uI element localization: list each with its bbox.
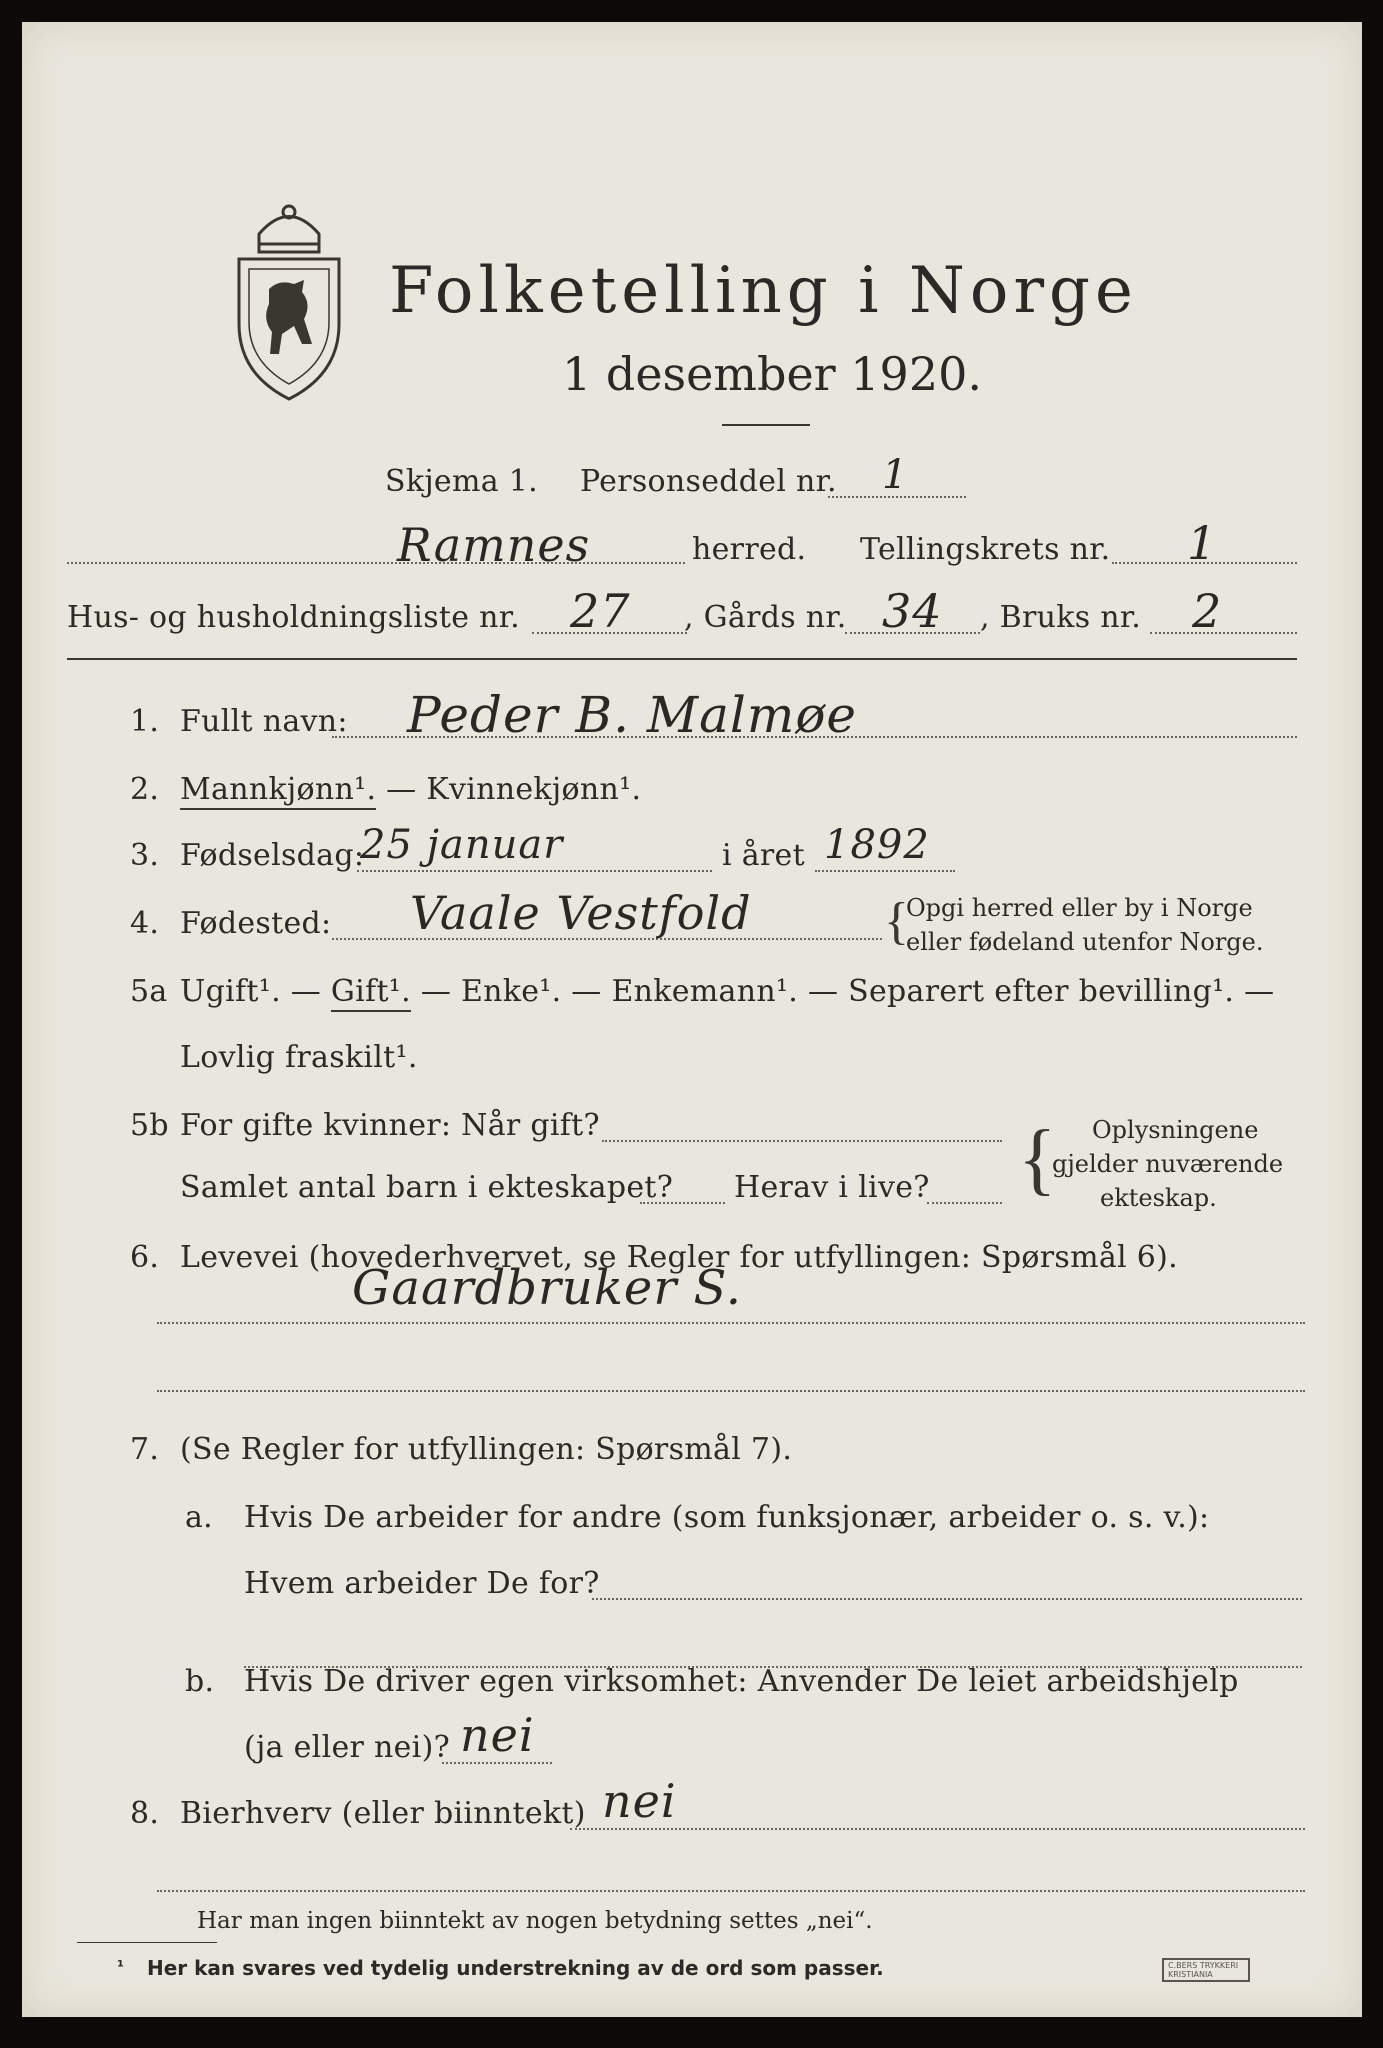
q7b-letter: b. (185, 1664, 215, 1699)
q7b-text: Hvis De driver egen virksomhet: Anvender De leiet arbeidshjelp (244, 1664, 1239, 1699)
title-divider (722, 424, 810, 426)
footnote-mark: ¹ (117, 1957, 125, 1976)
q5b-brace: { (1018, 1115, 1057, 1203)
tellingskrets-value: 1 (1187, 516, 1218, 570)
personseddel-value: 1 (882, 452, 909, 498)
q4-number: 4. (130, 906, 160, 941)
children-dotted-line (640, 1202, 725, 1204)
bruks-dotted-line (1150, 632, 1297, 634)
option-kvinnekjonn: Kvinnekjønn¹. (426, 772, 642, 807)
side-income-value: nei (602, 1774, 677, 1828)
q4-label: Fødested: (180, 906, 332, 941)
side-income-dotted-line (570, 1828, 1305, 1830)
q2-number: 2. (130, 772, 160, 807)
employer-dotted-line (592, 1598, 1302, 1600)
tellingskrets-label: Tellingskrets nr. (860, 532, 1111, 567)
norway-coat-of-arms-icon (224, 194, 354, 404)
q8-number: 8. (130, 1796, 160, 1831)
occupation-value: Gaardbruker S. (352, 1260, 742, 1316)
q5b-note-line3: ekteskap. (1100, 1184, 1217, 1212)
q7a-question: Hvem arbeider De for? (244, 1566, 600, 1601)
husholdningsliste-value: 27 (570, 584, 631, 638)
q4-note-line2: eller fødeland utenfor Norge. (906, 928, 1264, 956)
hired-help-value: nei (460, 1708, 535, 1762)
census-form-page (22, 22, 1362, 2017)
full-name-value: Peder B. Malmøe (407, 686, 858, 744)
header-separator (67, 658, 1297, 660)
schema-label: Skjema 1. (385, 464, 538, 499)
bottom-note: Har man ingen biinntekt av nogen betydning settes „nei“. (197, 1908, 873, 1934)
q5a-other-options: — Enke¹. — Enkemann¹. — Separert efter bevilling¹. — (410, 974, 1275, 1009)
q7-label: (Se Regler for utfyllingen: Spørsmål 7). (180, 1432, 793, 1467)
q1-label: Fullt navn: (180, 704, 348, 739)
q6-label: Levevei (hovederhvervet, se Regler for utfyllingen: Spørsmål 6). (180, 1240, 1178, 1275)
q8-label: Bierhverv (eller biinntekt) (180, 1796, 586, 1831)
q3-number: 3. (130, 838, 160, 873)
herred-label: herred. (692, 532, 807, 567)
when-married-dotted-line (602, 1140, 1002, 1142)
q2-separator: — (376, 772, 427, 807)
q5b-children-label: Samlet antal barn i ekteskapet? (180, 1170, 674, 1205)
q2-options (180, 772, 641, 807)
herred-dotted-line (67, 562, 685, 564)
gards-value: 34 (882, 584, 943, 638)
alive-dotted-line (927, 1202, 1002, 1204)
birthday-value: 25 januar (360, 822, 564, 868)
q7b-question: (ja eller nei)? (244, 1730, 450, 1765)
option-lovlig-fraskilt: Lovlig fraskilt¹. (180, 1040, 418, 1075)
q5b-note-line2: gjelder nuværende (1052, 1150, 1284, 1178)
q5b-alive-label: Herav i live? (734, 1170, 930, 1205)
q5a-number: 5a (130, 974, 168, 1009)
q3-label: Fødselsdag: (180, 838, 365, 873)
q5a-options (180, 974, 1274, 1009)
occupation-dotted-line-1 (157, 1322, 1305, 1324)
footnote-rule (77, 1942, 217, 1943)
q5b-note-line1: Oplysningene (1092, 1116, 1259, 1144)
year-dotted-line (815, 870, 955, 872)
q5b-when-married-label: For gifte kvinner: Når gift? (180, 1108, 600, 1143)
husholdningsliste-label: Hus- og husholdningsliste nr. (67, 600, 520, 635)
option-gift: Gift¹. (331, 974, 411, 1012)
form-title: Folketelling i Norge (389, 254, 1138, 328)
q6-number: 6. (130, 1240, 160, 1275)
footnote-text: Her kan svares ved tydelig understrekning av de ord som passer. (147, 1956, 884, 1980)
birthday-dotted-line (357, 870, 712, 872)
q4-note-line1: Opgi herred eller by i Norge (906, 894, 1253, 922)
q7a-letter: a. (185, 1500, 214, 1535)
option-ugift: Ugift¹. (180, 974, 281, 1009)
personseddel-label: Personseddel nr. (580, 464, 837, 499)
herred-value: Ramnes (397, 518, 591, 572)
printer-stamp: C.BERS TRYKKERI KRISTIANIA (1162, 1958, 1250, 1982)
option-mannkjonn: Mannkjønn¹. (180, 772, 376, 810)
q4-brace: { (884, 893, 909, 950)
q7-number: 7. (130, 1432, 160, 1467)
birthplace-value: Vaale Vestfold (410, 886, 752, 940)
census-date: 1 desember 1920. (562, 347, 982, 401)
bruks-label: , Bruks nr. (980, 600, 1142, 635)
birth-year-value: 1892 (824, 822, 930, 868)
bruks-value: 2 (1192, 584, 1223, 638)
q7a-text: Hvis De arbeider for andre (som funksjonær, arbeider o. s. v.): (244, 1500, 1210, 1535)
q5b-number: 5b (130, 1108, 169, 1143)
q1-number: 1. (130, 704, 160, 739)
hired-help-dotted-line (442, 1762, 552, 1764)
gards-label: , Gårds nr. (684, 600, 847, 635)
occupation-dotted-line-2 (157, 1390, 1305, 1392)
q3-year-label: i året (722, 838, 805, 873)
q5a-separator: — (280, 974, 331, 1009)
side-income-dotted-line-2 (157, 1890, 1305, 1892)
